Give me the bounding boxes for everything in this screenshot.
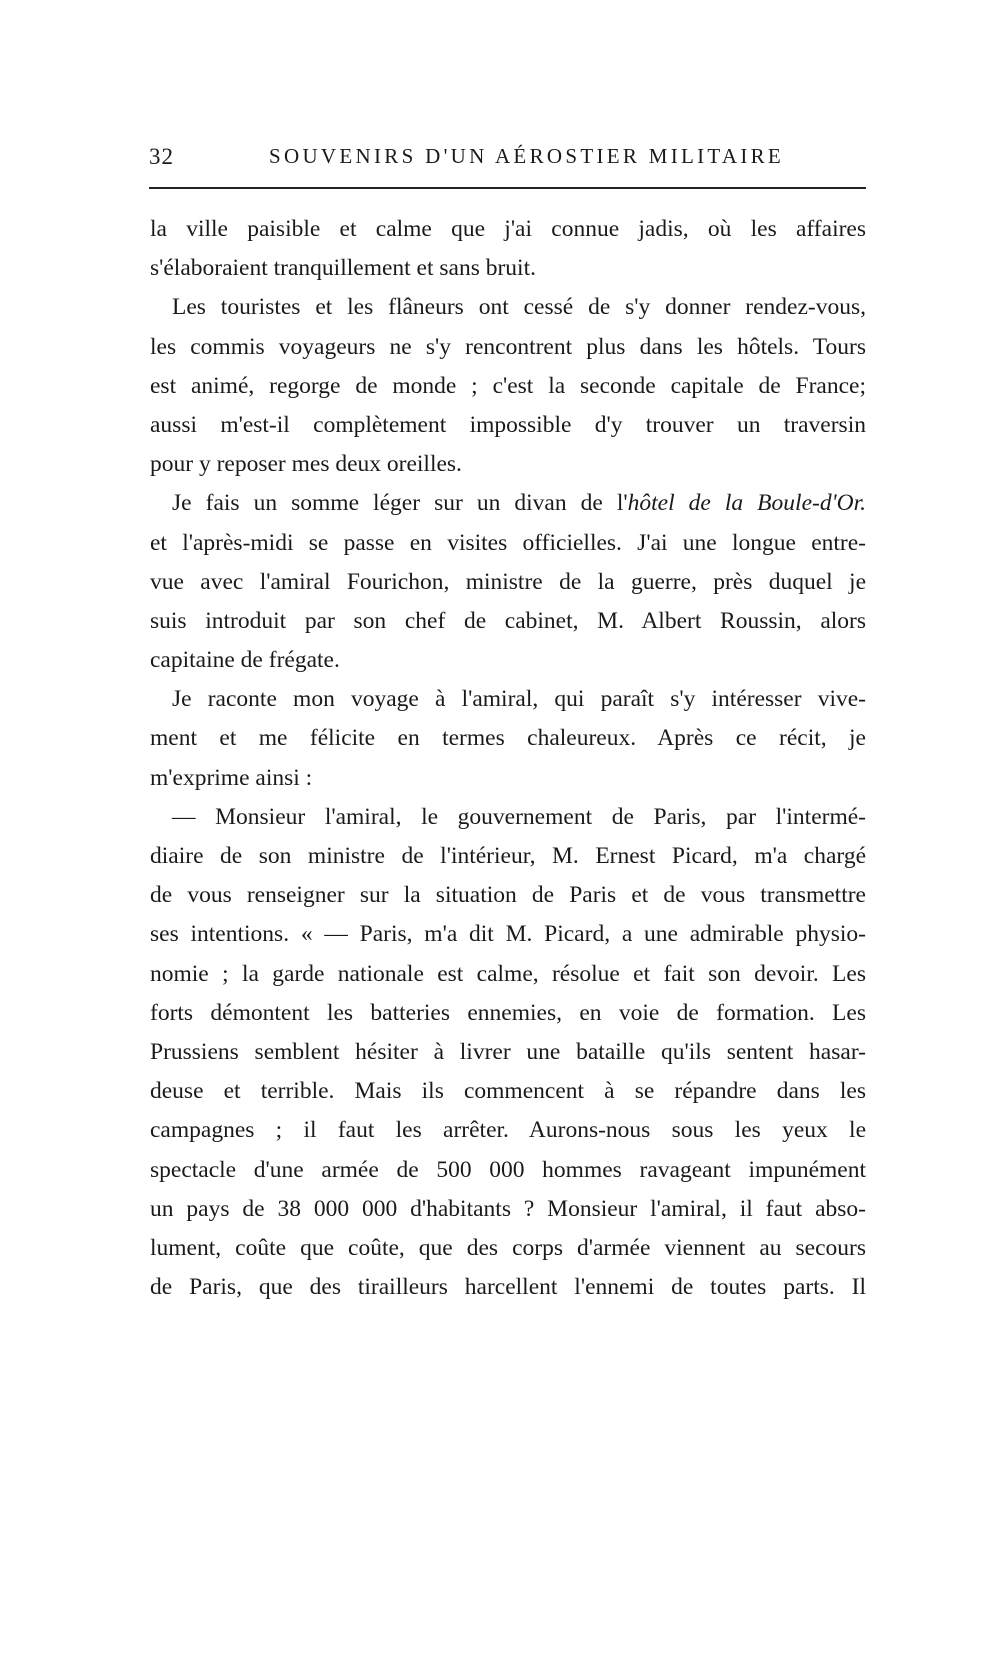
text-line: spectacle d'une armée de 500 000 hommes ravageant impunément [150, 1156, 866, 1183]
text-line: et l'après-midi se passe en visites officielles. J'ai une longue entre- [150, 529, 866, 556]
text-line: la ville paisible et calme que j'ai connue jadis, où les affaires [150, 216, 866, 242]
text-line: un pays de 38 000 000 d'habitants ? Monsieur l'amiral, il faut abso- [150, 1195, 866, 1222]
text-line: deuse et terrible. Mais ils commencent à se répandre dans les [150, 1078, 866, 1105]
text-line [150, 484, 866, 523]
body-text [150, 210, 866, 1307]
text-line: suis introduit par son chef de cabinet, M. Albert Roussin, alors [150, 607, 866, 634]
text-line: s'élaboraient tranquillement et sans bruit. [150, 255, 536, 282]
text-line: Je raconte mon voyage à l'amiral, qui paraît s'y intéresser vive- [172, 686, 866, 713]
running-header [149, 136, 866, 172]
text-line: capitaine de frégate. [150, 647, 340, 674]
text-line: aussi m'est-il complètement impossible d'y trouver un traversin [150, 411, 866, 438]
text-line: lument, coûte que coûte, que des corps d'armée viennent au secours [150, 1234, 866, 1261]
text-line: est animé, regorge de monde ; c'est la seconde capitale de France; [150, 372, 866, 399]
text-line: les commis voyageurs ne s'y rencontrent plus dans les hôtels. Tours [150, 333, 866, 360]
text-line: ment et me félicite en termes chaleureux. Après ce récit, je [150, 725, 866, 752]
text-line: de Paris, que des tirailleurs harcellent l'ennemi de toutes parts. Il [150, 1274, 866, 1301]
text-line: de vous renseigner sur la situation de Paris et de vous transmettre [150, 882, 866, 909]
text-line: nomie ; la garde nationale est calme, résolue et fait son devoir. Les [150, 960, 866, 987]
text-line: forts démontent les batteries ennemies, en voie de formation. Les [150, 999, 866, 1026]
text-line: vue avec l'amiral Fourichon, ministre de la guerre, près duquel je [150, 568, 866, 595]
page-number: 32 [149, 144, 174, 169]
text-line: campagnes ; il faut les arrêter. Aurons-nous sous les yeux le [150, 1117, 866, 1144]
text-line: Prussiens semblent hésiter à livrer une bataille qu'ils sentent hasar- [150, 1038, 866, 1065]
text-line: pour y reposer mes deux oreilles. [150, 451, 462, 478]
text-line: ses intentions. « — Paris, m'a dit M. Picard, a une admirable physio- [150, 921, 866, 948]
hotel-name: hôtel de la Boule-d'Or. [627, 490, 866, 517]
text-line: — Monsieur l'amiral, le gouvernement de Paris, par l'intermé- [172, 803, 866, 830]
header-rule [149, 187, 866, 189]
text-fragment: Je fais un somme léger sur un divan de l' [172, 490, 628, 517]
text-line: Les touristes et les flâneurs ont cessé de s'y donner rendez-vous, [172, 294, 866, 321]
text-line: m'exprime ainsi : [150, 764, 313, 791]
text-line: diaire de son ministre de l'intérieur, M. Ernest Picard, m'a chargé [150, 843, 866, 869]
running-title: SOUVENIRS D'UN AÉROSTIER MILITAIRE [269, 144, 785, 168]
